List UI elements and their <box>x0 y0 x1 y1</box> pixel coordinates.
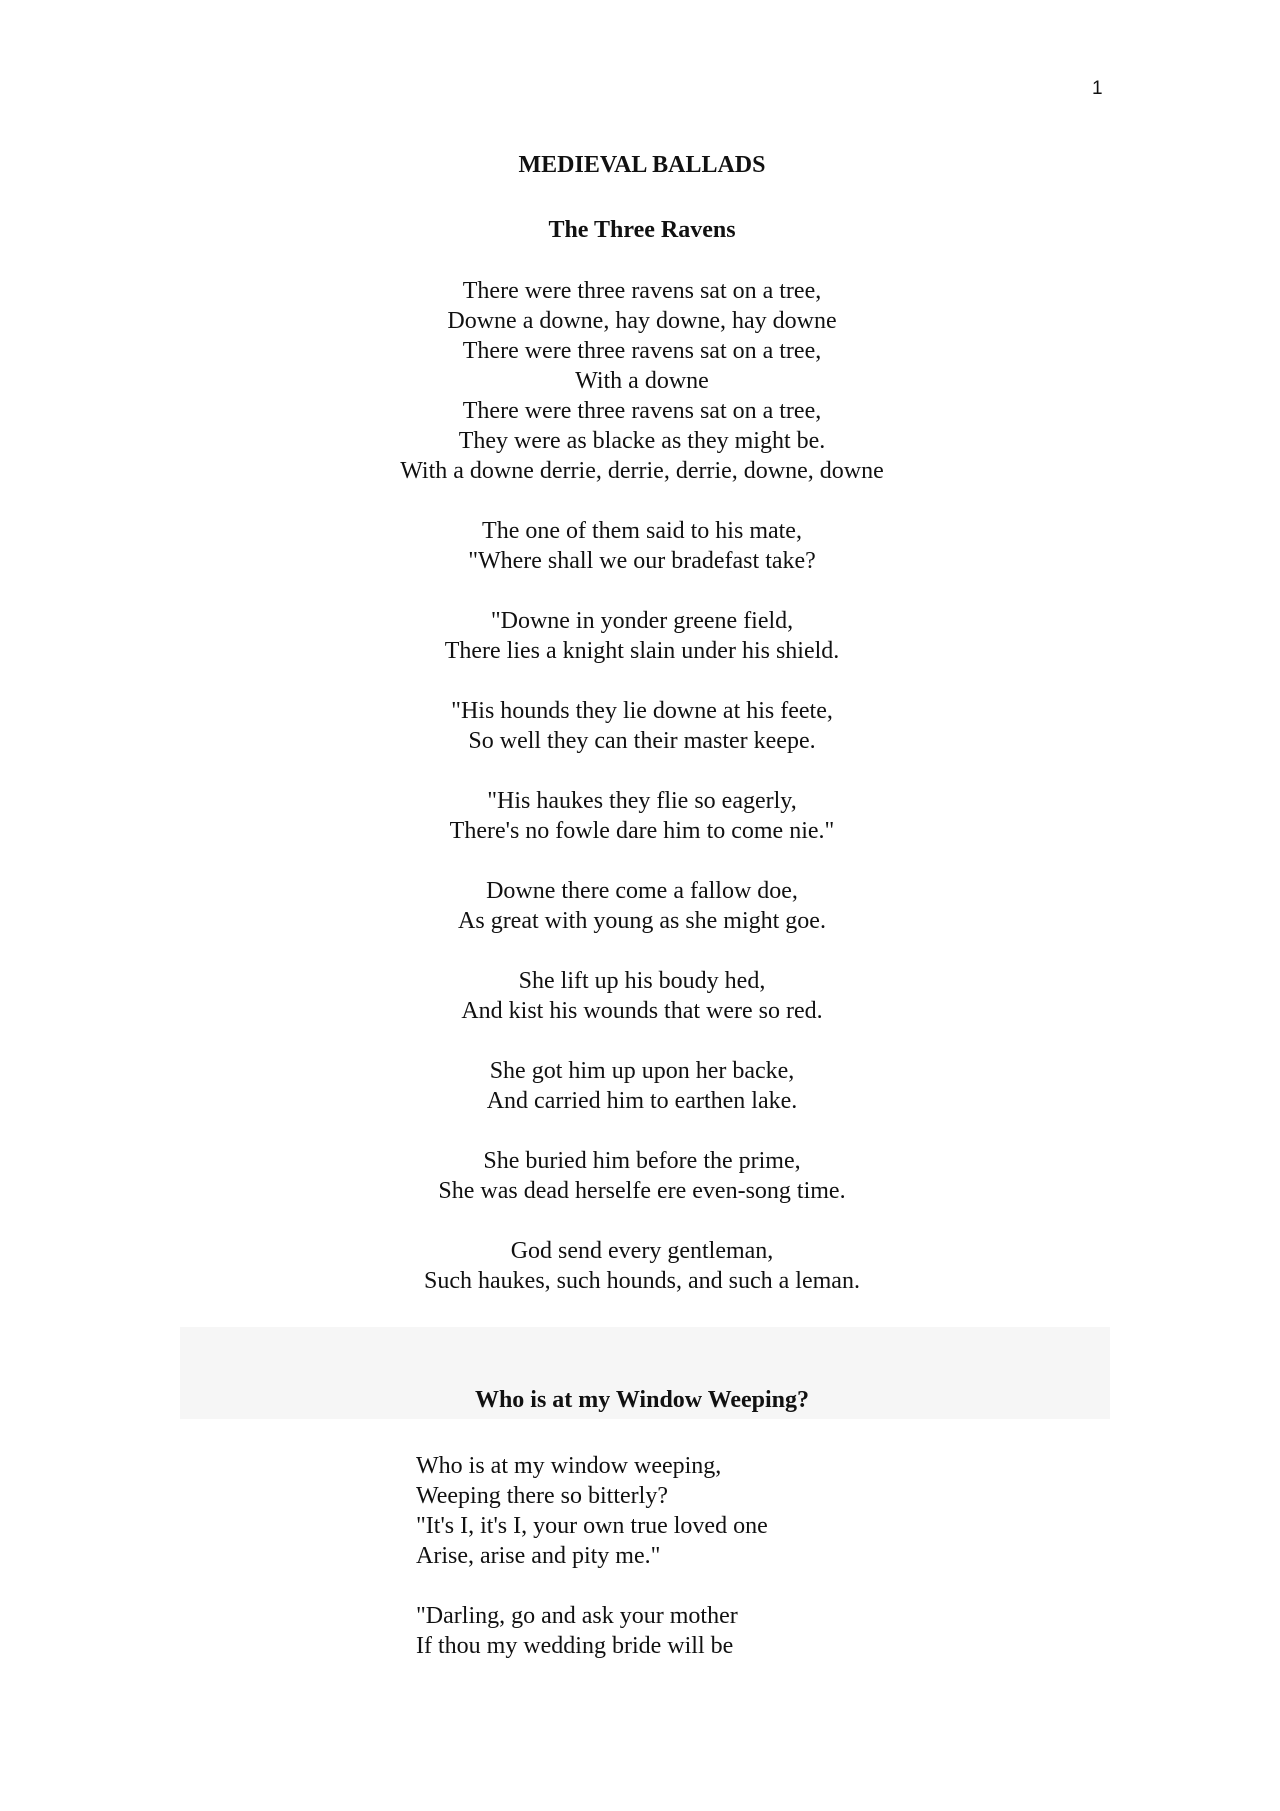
verse-line: If thou my wedding bride will be <box>416 1633 734 1659</box>
verse-line: Weeping there so bitterly? <box>416 1483 668 1509</box>
verse-line: With a downe derrie, derrie, derrie, downe, downe <box>400 458 884 484</box>
verse-line: "His haukes they flie so eagerly, <box>487 788 797 814</box>
stanza <box>0 1146 1280 1206</box>
verse-line: She was dead herselfe ere even-song time. <box>438 1178 846 1204</box>
stanza <box>0 876 1280 936</box>
verse-line: The one of them said to his mate, <box>482 518 802 544</box>
poem-who-is-at-my-window <box>416 1451 768 1691</box>
verse-line: "Downe in yonder greene field, <box>490 608 794 634</box>
verse-line: And kist his wounds that were so red. <box>461 998 823 1024</box>
verse-line: With a downe <box>575 368 709 394</box>
verse-line: Who is at my window weeping, <box>416 1453 722 1479</box>
page-number: 1 <box>1092 78 1103 99</box>
stanza <box>0 606 1280 666</box>
stanza <box>0 696 1280 756</box>
verse-line: As great with young as she might goe. <box>458 908 826 934</box>
stanza <box>0 276 1280 486</box>
verse-line: "His hounds they lie downe at his feete, <box>451 698 833 724</box>
verse-line: There were three ravens sat on a tree, <box>462 278 822 304</box>
verse-line: Downe there come a fallow doe, <box>486 878 798 904</box>
verse-line: "It's I, it's I, your own true loved one <box>416 1513 768 1539</box>
verse-line: There were three ravens sat on a tree, <box>462 338 822 364</box>
verse-line: There lies a knight slain under his shield. <box>444 638 840 664</box>
verse-line: There were three ravens sat on a tree, <box>462 398 822 424</box>
verse-line: "Darling, go and ask your mother <box>416 1603 738 1629</box>
poem-title-three-ravens: The Three Ravens <box>548 217 736 243</box>
verse-line: She lift up his boudy hed, <box>518 968 766 994</box>
stanza <box>0 1236 1280 1296</box>
stanza <box>416 1601 768 1661</box>
stanza <box>416 1451 768 1571</box>
stanza <box>0 786 1280 846</box>
verse-line: She got him up upon her backe, <box>489 1058 795 1084</box>
verse-line: Downe a downe, hay downe, hay downe <box>447 308 837 334</box>
poem-three-ravens <box>0 276 1280 1326</box>
stanza <box>0 1056 1280 1116</box>
verse-line: There's no fowle dare him to come nie." <box>449 818 835 844</box>
poem-title-who-is-at-my-window: Who is at my Window Weeping? <box>474 1387 810 1413</box>
verse-line: She buried him before the prime, <box>483 1148 801 1174</box>
verse-line: So well they can their master keepe. <box>468 728 816 754</box>
stanza <box>0 966 1280 1026</box>
stanza <box>0 516 1280 576</box>
verse-line: God send every gentleman, <box>510 1238 774 1264</box>
verse-line: "Where shall we our bradefast take? <box>468 548 816 574</box>
verse-line: Arise, arise and pity me." <box>416 1543 661 1569</box>
verse-line: Such haukes, such hounds, and such a leman. <box>424 1268 860 1294</box>
document-title: MEDIEVAL BALLADS <box>518 152 766 178</box>
verse-line: They were as blacke as they might be. <box>458 428 826 454</box>
verse-line: And carried him to earthen lake. <box>486 1088 798 1114</box>
